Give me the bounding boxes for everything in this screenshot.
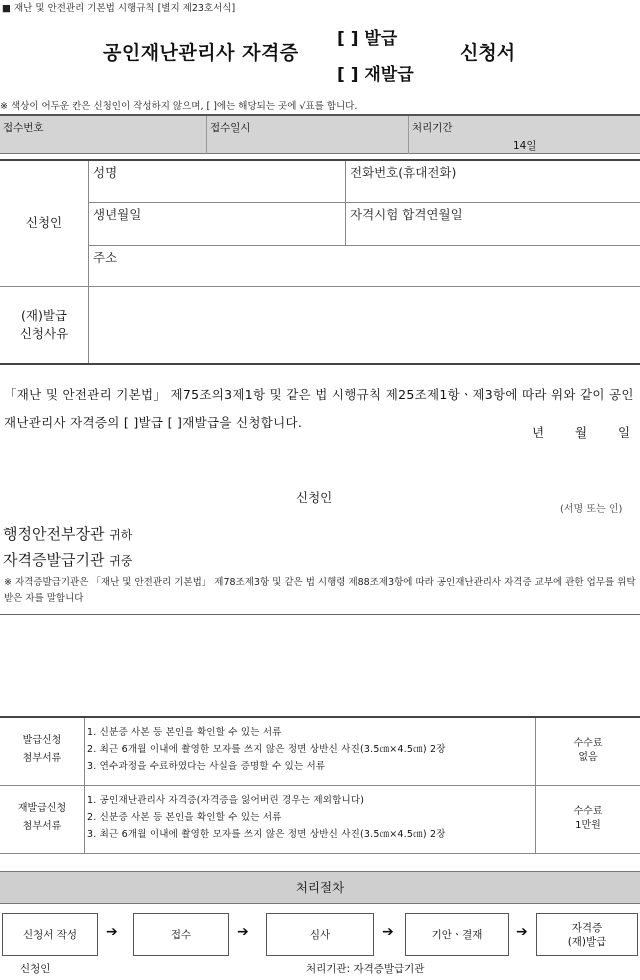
reissue-doc-item: 3. 최근 6개월 이내에 촬영한 모자를 쓰지 않은 정면 상반신 사진(3.5㎝×4.5㎝) 2장	[87, 829, 446, 840]
recipient-agency-name: 자격증발급기관	[3, 551, 105, 569]
signature-hint: (서명 또는 인)	[560, 504, 623, 515]
reason-label-line2: 신청사유	[19, 326, 69, 341]
reissue-fee	[536, 805, 640, 833]
reissue-docs-label-line2: 첨부서류	[22, 821, 62, 832]
recipient-agency	[3, 549, 132, 570]
reissue-docs-label	[0, 800, 84, 836]
recipient-ministry-name: 행정안전부장관	[3, 525, 105, 543]
receipt-date-label: 접수일시	[210, 122, 251, 134]
reason-label	[0, 307, 88, 343]
issue-doc-item: 1. 신분증 사본 등 본인을 확인할 수 있는 서류	[87, 727, 282, 738]
form-title: 공인재난관리사 자격증	[103, 42, 299, 64]
procedure-footer-applicant: 신청인	[20, 963, 51, 975]
arrow-right-icon: ➔	[382, 924, 394, 940]
option-issue-checkbox[interactable]: [ ] 발급	[337, 29, 398, 49]
reissue-fee-label: 수수료	[573, 806, 603, 817]
arrow-right-icon: ➔	[237, 924, 249, 940]
processing-period-label: 처리기간	[412, 122, 453, 134]
reissue-docs-label-line1: 재발급신청	[17, 803, 67, 814]
step-issue-line2: (재)발급	[567, 935, 607, 948]
procedure-header: 처리절차	[0, 871, 640, 904]
arrow-right-icon: ➔	[106, 924, 118, 940]
step-approval: 기안ㆍ결재	[405, 913, 509, 956]
instruction-note: ※ 색상이 어두운 칸은 신청인이 작성하지 않으며, [ ]에는 해당되는 곳에 √표를 합니다.	[0, 101, 358, 112]
issue-docs-label-line1: 발급신청	[22, 735, 62, 746]
issue-doc-item: 2. 최근 6개월 이내에 촬영한 모자를 쓰지 않은 정면 상반신 사진(3.5㎝×4.5㎝) 2장	[87, 744, 446, 755]
issue-docs-label	[0, 732, 84, 768]
reissue-fee-value: 1만원	[575, 820, 601, 831]
receipt-number-label: 접수번호	[3, 122, 44, 134]
issue-fee-label: 수수료	[573, 738, 603, 749]
form-reference-note: ■ 재난 및 안전관리 기본법 시행규칙 [별지 제23호서식]	[2, 3, 236, 14]
step-receipt: 접수	[133, 913, 229, 956]
processing-period-value: 14일	[513, 140, 537, 152]
exam-pass-date-field[interactable]: 자격시험 합격연월일	[350, 207, 463, 222]
date-month: 월	[575, 425, 588, 440]
arrow-right-icon: ➔	[516, 924, 528, 940]
date-day: 일	[618, 425, 631, 440]
issue-fee	[536, 737, 640, 765]
reissue-doc-item: 2. 신분증 사본 등 본인을 확인할 수 있는 서류	[87, 812, 282, 823]
date-year: 년	[532, 425, 545, 440]
recipient-agency-suffix: 귀중	[109, 554, 133, 568]
recipient-ministry-suffix: 귀하	[109, 528, 133, 542]
receipt-band	[0, 114, 640, 154]
declaration-statement: 「재난 및 안전관리 기본법」 제75조의3제1항 및 같은 법 시행규칙 제25조제1항ㆍ제3항에 따라 위와 같이 공인재난관리사 자격증의 [ ]발급 [ ]재발급을 신청합니다.	[4, 387, 634, 430]
issue-docs-label-line2: 첨부서류	[22, 753, 62, 764]
reason-label-line1: (재)발급	[21, 308, 67, 323]
issue-fee-value: 없음	[578, 752, 598, 763]
birthdate-field[interactable]: 생년월일	[93, 207, 142, 222]
address-field[interactable]: 주소	[93, 250, 118, 265]
option-reissue-checkbox[interactable]: [ ] 재발급	[337, 65, 414, 85]
phone-field[interactable]: 전화번호(휴대전화)	[350, 165, 457, 180]
procedure-footer-agency: 처리기관: 자격증발급기관	[306, 963, 425, 975]
recipient-ministry	[3, 523, 132, 544]
applicant-signature-label: 신청인	[296, 490, 333, 505]
applicant-section-label: 신청인	[25, 215, 63, 230]
step-issue-line1: 자격증	[571, 921, 603, 934]
form-title-suffix: 신청서	[460, 42, 516, 64]
issue-doc-item: 3. 연수과정을 수료하였다는 사실을 증명할 수 있는 서류	[87, 761, 326, 772]
reason-input-area[interactable]	[89, 287, 640, 363]
name-field[interactable]: 성명	[93, 165, 118, 180]
step-write-application: 신청서 작성	[2, 913, 98, 956]
step-review: 심사	[266, 913, 374, 956]
reissue-doc-item: 1. 공인재난관리사 자격증(자격증을 잃어버린 경우는 제외합니다)	[87, 795, 365, 806]
agency-definition-note: ※ 자격증발급기관은 「재난 및 안전관리 기본법」 제78조제3항 및 같은 법 시행령 제88조제3항에 따라 공인재난관리사 자격증 교부에 관한 업무를 위탁받은 자를 말합니다	[4, 577, 636, 604]
step-issue	[536, 913, 638, 956]
